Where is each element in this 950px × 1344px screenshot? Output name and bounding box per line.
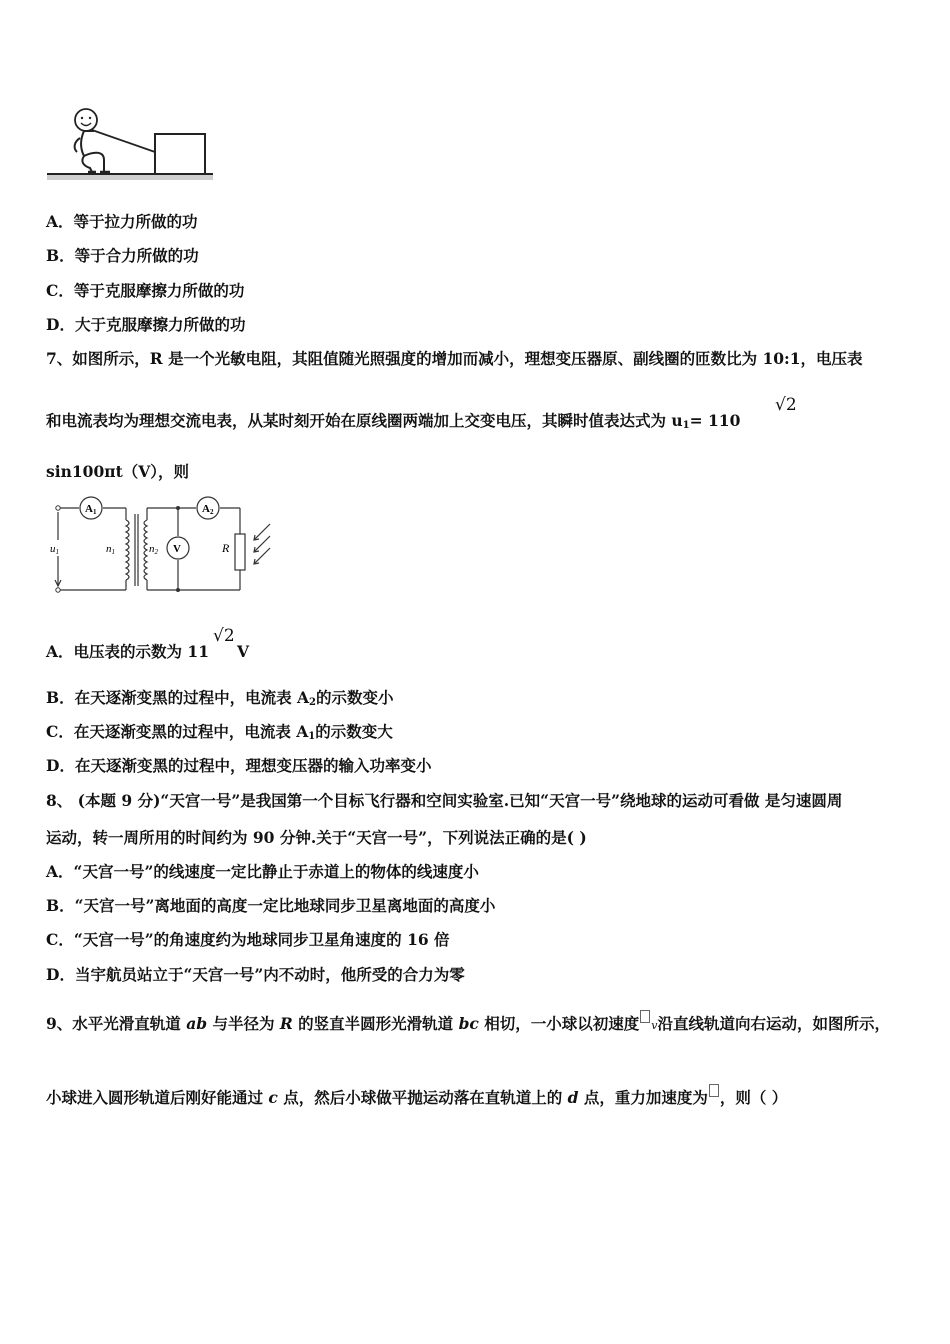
person-pulling-box-figure	[44, 104, 216, 184]
sqrt-two-symbol: √2	[775, 395, 797, 415]
q9-stem-line2: 小球进入圆形轨道后刚好能通过 c 点，然后小球做平抛运动落在直轨道上的 d 点，重力加速度为 ，则（ ）	[46, 1084, 787, 1108]
q7-option-a: A．电压表的示数为 11 V	[46, 642, 250, 661]
q8-option-d: D．当宇航员站立于“天宫一号”内不动时，他所受的合力为零	[46, 965, 465, 984]
n1-label: n1	[106, 543, 115, 556]
q6-option-d: D．大于克服摩擦力所做的功	[46, 315, 246, 334]
q6-option-a: A．等于拉力所做的功	[46, 212, 198, 231]
ammeter-a1-label: A1	[85, 503, 97, 516]
q7-option-b: B．在天逐渐变黑的过程中，电流表 $A_2$的示数变小	[46, 688, 394, 708]
q8-option-b: B．“天宫一号”离地面的高度一定比地球同步卫星离地面的高度小	[46, 896, 496, 915]
q6-option-c: C．等于克服摩擦力所做的功	[46, 281, 245, 300]
q9-stem-line1: 9、水平光滑直轨道 ab 与半径为 R 的竖直半圆形光滑轨道 bc 相切，一小球以初速度 v沿直线轨道向右运动，如图所示，	[46, 1010, 890, 1034]
voltmeter-label: V	[173, 543, 181, 555]
missing-glyph-box	[640, 1010, 650, 1023]
resistor-label: R	[222, 541, 230, 555]
q7-option-d: D．在天逐渐变黑的过程中，理想变压器的输入功率变小	[46, 756, 432, 775]
n2-label: n2	[149, 543, 158, 556]
q8-stem-line2: 运动，转一周所用的时间约为 90 分钟.关于“天宫一号”，下列说法正确的是( )	[46, 828, 587, 847]
q8-option-c: C．“天宫一号”的角速度约为地球同步卫星角速度的 16 倍	[46, 930, 450, 949]
q7-stem-line3: sin100πt（V），则	[46, 462, 190, 481]
q8-stem-line1: 8、 (本题 9 分)“天宫一号”是我国第一个目标飞行器和空间实验室.已知“天宫一号”绕地球的运动可看做 是匀速圆周	[46, 791, 843, 810]
missing-glyph-box	[709, 1084, 719, 1097]
q7-stem-line2: 和电流表均为理想交流电表，从某时刻开始在原线圈两端加上交变电压，其瞬时值表达式为 $u_1= 110$	[46, 411, 741, 431]
rope	[92, 130, 155, 152]
sqrt-two-symbol-option: √2	[213, 626, 235, 646]
u1-label: u1	[50, 543, 59, 556]
transformer-circuit-diagram	[44, 494, 276, 598]
q7-stem-line1: 7、如图所示，R 是一个光敏电阻，其阻值随光照强度的增加而减小，理想变压器原、副线圈的匝数比为 10:1，电压表	[46, 349, 863, 368]
q8-option-a: A．“天宫一号”的线速度一定比静止于赤道上的物体的线速度小	[46, 862, 479, 881]
box	[155, 134, 205, 174]
q7-option-c: C．在天逐渐变黑的过程中，电流表 $A_1$的示数变大	[46, 722, 393, 742]
q6-option-b: B．等于合力所做的功	[46, 246, 199, 265]
ammeter-a2-label: A2	[202, 503, 214, 516]
